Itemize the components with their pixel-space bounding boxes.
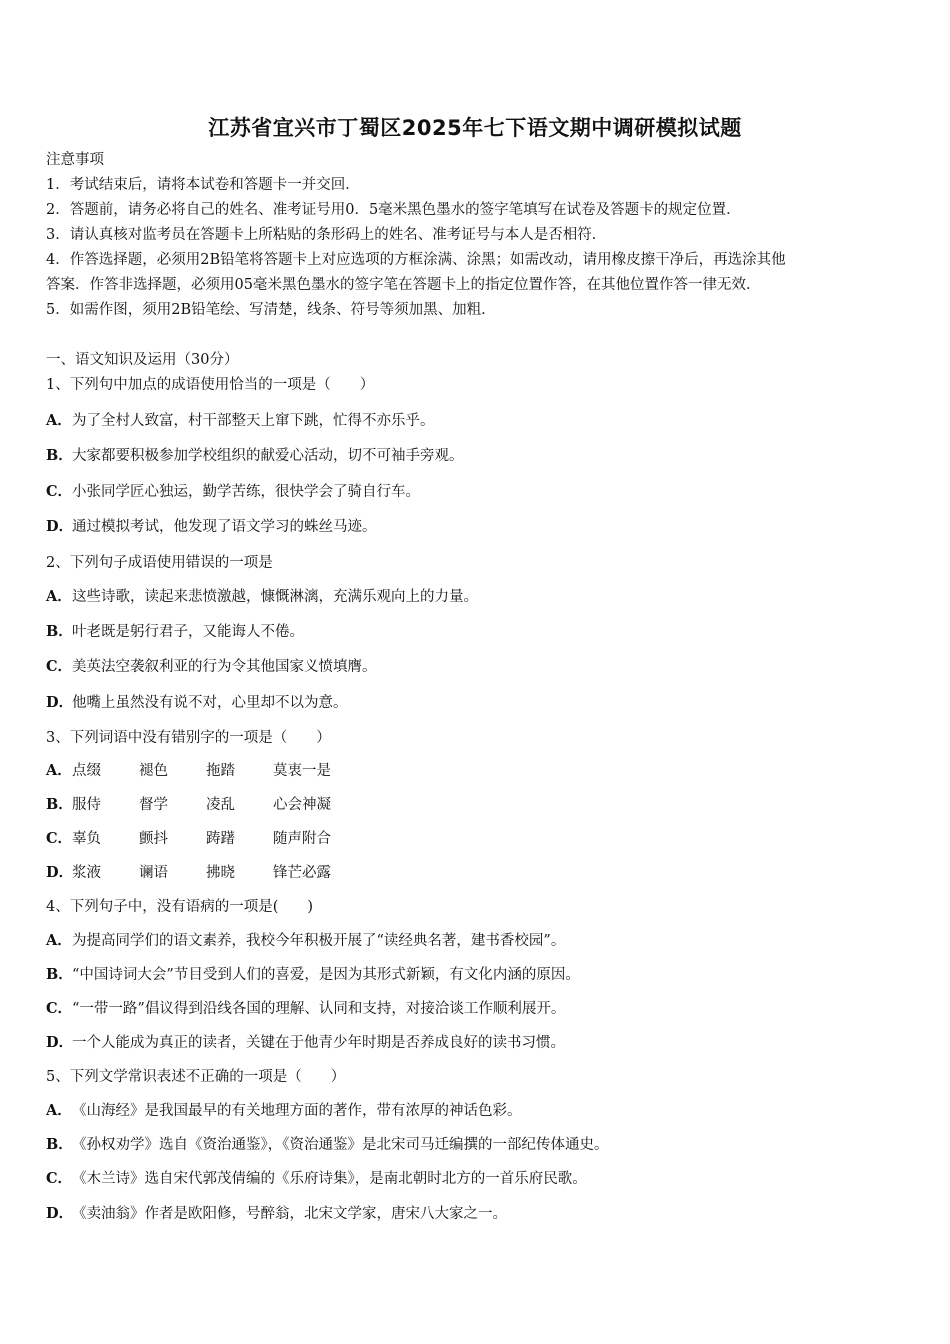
page-title: 江苏省宜兴市丁蜀区2025年七下语文期中调研模拟试题 bbox=[208, 116, 742, 140]
question-4-stem: 4、下列句子中，没有语病的一项是( ) bbox=[46, 899, 314, 915]
question-4-option-a: A．为提高同学们的语文素养，我校今年积极开展了“读经典名著，建书香校园”。 bbox=[46, 932, 566, 949]
notice-item: 1．考试结束后，请将本试卷和答题卡一并交回． bbox=[46, 177, 360, 193]
question-2-stem: 2、下列句子成语使用错误的一项是 bbox=[46, 555, 273, 571]
notice-heading: 注意事项 bbox=[46, 152, 104, 168]
question-3-option-c: C．辜负 颤抖 踌躇 随声附合 bbox=[46, 830, 331, 847]
question-3-option-d: D．浆液 谰语 拂晓 锋芒必露 bbox=[46, 864, 331, 881]
question-3-option-b: B．服侍 督学 凌乱 心会神凝 bbox=[46, 796, 331, 813]
question-3-stem: 3、下列词语中没有错别字的一项是（ ） bbox=[46, 730, 331, 746]
question-1-stem: 1、下列句中加点的成语使用恰当的一项是（ ） bbox=[46, 377, 375, 393]
question-5-option-d: D．《卖油翁》作者是欧阳修，号醉翁，北宋文学家，唐宋八大家之一。 bbox=[46, 1205, 507, 1222]
question-3-option-a: A．点缀 褪色 拖踏 莫衷一是 bbox=[46, 762, 331, 779]
question-4-option-d: D．一个人能成为真正的读者，关键在于他青少年时期是否养成良好的读书习惯。 bbox=[46, 1034, 565, 1051]
question-2-option-c: C．美英法空袭叙利亚的行为令其他国家义愤填膺。 bbox=[46, 658, 377, 675]
question-1-option-b: B．大家都要积极参加学校组织的献爱心活动，切不可袖手旁观。 bbox=[46, 447, 464, 464]
question-2-option-a: A．这些诗歌，读起来悲愤激越，慷慨淋漓，充满乐观向上的力量。 bbox=[46, 588, 478, 605]
question-4-option-b: B．“中国诗词大会”节目受到人们的喜爱，是因为其形式新颖，有文化内涵的原因。 bbox=[46, 966, 580, 983]
notice-item: 5．如需作图，须用2B铅笔绘、写清楚，线条、符号等须加黑、加粗． bbox=[46, 302, 496, 318]
notice-item: 答案．作答非选择题，必须用05毫米黑色墨水的签字笔在答题卡上的指定位置作答，在其他位置作答一律无效． bbox=[46, 277, 761, 293]
question-4-option-c: C．“一带一路”倡议得到沿线各国的理解、认同和支持，对接洽谈工作顺利展开。 bbox=[46, 1000, 566, 1017]
question-1-option-d: D．通过模拟考试，他发现了语文学习的蛛丝马迹。 bbox=[46, 518, 377, 535]
question-5-stem: 5、下列文学常识表述不正确的一项是（ ） bbox=[46, 1069, 346, 1085]
question-2-option-d: D．他嘴上虽然没有说不对，心里却不以为意。 bbox=[46, 694, 348, 711]
question-2-option-b: B．叶老既是躬行君子，又能诲人不倦。 bbox=[46, 623, 304, 640]
question-1-option-a: A．为了全村人致富，村干部整天上窜下跳，忙得不亦乐乎。 bbox=[46, 412, 435, 429]
notice-item: 4．作答选择题，必须用2B铅笔将答题卡上对应选项的方框涂满、涂黑；如需改动，请用橡皮擦干净后，再选涂其他 bbox=[46, 252, 786, 268]
question-5-option-a: A．《山海经》是我国最早的有关地理方面的著作，带有浓厚的神话色彩。 bbox=[46, 1102, 522, 1119]
question-1-option-c: C．小张同学匠心独运，勤学苦练，很快学会了骑自行车。 bbox=[46, 483, 420, 500]
notice-item: 2．答题前，请务必将自己的姓名、准考证号用0．5毫米黑色墨水的签字笔填写在试卷及答题卡的规定位置． bbox=[46, 202, 741, 218]
question-5-option-c: C．《木兰诗》选自宋代郭茂倩编的《乐府诗集》，是南北朝时北方的一首乐府民歌。 bbox=[46, 1170, 587, 1187]
notice-item: 3．请认真核对监考员在答题卡上所粘贴的条形码上的姓名、准考证号与本人是否相符． bbox=[46, 227, 607, 243]
question-5-option-b: B．《孙权劝学》选自《资治通鉴》，《资治通鉴》是北宋司马迁编撰的一部纪传体通史。 bbox=[46, 1136, 609, 1153]
section-heading: 一、语文知识及运用（30分） bbox=[46, 352, 239, 368]
